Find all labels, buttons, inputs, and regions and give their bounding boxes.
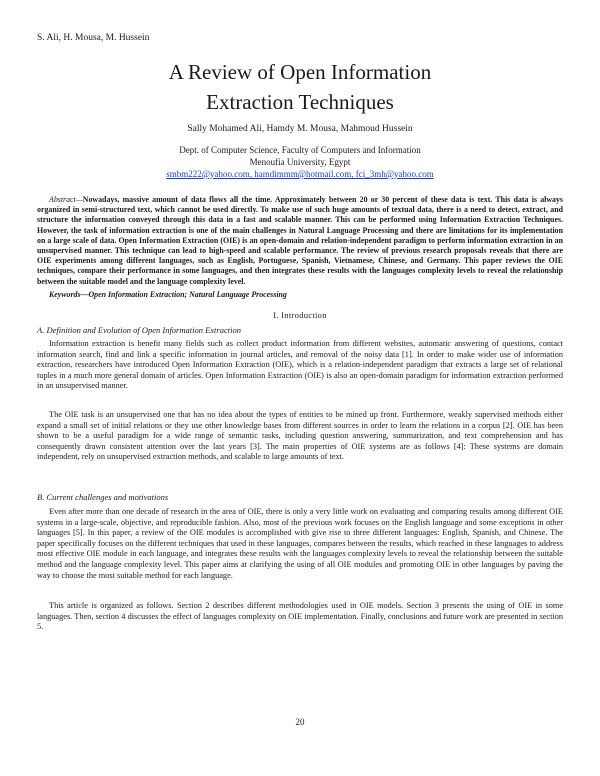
paper-title-line-1: A Review of Open Information bbox=[168, 60, 432, 84]
keywords: Keywords—Open Information Extraction; Natural Language Processing bbox=[49, 290, 287, 299]
subsection-heading-b: B. Current challenges and motivations bbox=[37, 492, 169, 502]
email-links[interactable]: smbm222@yahoo.com, hamdimmm@hotmail.com, fci_3mh@yahoo.com bbox=[166, 169, 434, 179]
section-heading-introduction: I. Introduction bbox=[273, 310, 327, 320]
abstract-text: Nowadays, massive amount of data flows all the time. Approximately between 20 or 30 percent of these data is text. This data is always organized in semi-structured text, which cannot be used directly. To make use of such huge amounts of textual data, there is a need to detect, extract, and structure the information conveyed through this data in a fast and scalable manner. This can be performed using Information Extraction Techniques. However, the task of information extraction is one of the main challenges in Natural Language Processing and there are limitations for its implementation on a large scale of data. Open Information Extraction (OIE) is an open-domain and relation-independent paradigm to perform information extraction in an unsupervised manner. This technique can lead to high-speed and scalable performance. The review of previous research proposals reveals that there are OIE experiments among different languages, such as English, Portuguese, Spanish, Vietnamese, Chinese, and Germany. This paper reviews the OIE techniques, compare their performance in some languages, and then integrates these results with the languages complexity levels to reveal the relationship between the suitable model and the language complexity level. bbox=[37, 195, 563, 286]
abstract bbox=[37, 195, 563, 287]
paragraph-4: This article is organized as follows. Section 2 describes different methodologies used in OIE models. Section 3 presents the using of OIE in some languages. Then, section 4 discusses the effect of languages complexity on OIE implementation. Finally, conclusions and future work are presented in section 5. bbox=[37, 601, 563, 632]
paragraph-1: Information extraction is benefit many fields such as collect product information from different websites, automatic answering of questions, contact information search, find and link a specific information in journal articles, and removal of the noisy data [1]. In order to make wider use of information extraction, researchers have introduced Open Information Extraction (OIE), which is a relation-independent paradigm that extracts a large set of relational tuples in a much more general domain of articles. Open Information Extraction (OIE) is also an open-domain paradigm for information extraction performed in an unsupervised manner. bbox=[37, 339, 563, 391]
paragraph-3: Even after more than one decade of research in the area of OIE, there is only a very little work on evaluating and comparing results among different OIE systems in a large-scale, objective, and reproducible fashion. Also, most of the previous work focuses on the English language and some exceptions in other languages [5]. In this paper, a review of the OIE modules is accomplished with give rise to three different languages: English, Spanish, and Chinese. The paper specifically focuses on the different techniques that used in these languages, compares between the results, which reached in these languages to address most effective OIE module in each language, and integrates these results with the languages complexity levels to reveal the relationship between the suitable method and the language complexity level. This paper aims at clarifying the using of all OIE modules and promoting OIE in other languages by paving the way to choose the most suitable method for each language. bbox=[37, 507, 563, 580]
abstract-lead: Abstract— bbox=[49, 195, 83, 204]
subsection-heading-a: A. Definition and Evolution of Open Information Extraction bbox=[37, 325, 241, 335]
author-list: Sally Mohamed Ali, Hamdy M. Mousa, Mahmoud Hussein bbox=[187, 124, 413, 134]
author-emails[interactable] bbox=[0, 169, 600, 179]
affiliation-department: Dept. of Computer Science, Faculty of Computers and Information bbox=[179, 145, 421, 155]
paragraph-2: The OIE task is an unsupervised one that has no idea about the types of entities to be mined up front. Furthermore, weakly supervised methods either expand a small set of initial relations or they use other knowledge bases from different sources in order to learn the relations in a corpus [2]. OIE has been shown to be a useful paradigm for a wide range of semantic tasks, including question answering, summarization, and text comprehension and has consequently drawn consistent attention over the last years [3]. The main properties of OIE systems are as follows [4]: These systems are domain independent, rely on unsupervised extraction methods, and scalable to large amounts of text. bbox=[37, 410, 563, 462]
paper-title-line-2: Extraction Techniques bbox=[206, 90, 394, 114]
running-header: S. Ali, H. Mousa, M. Hussein bbox=[37, 33, 150, 43]
page-number: 20 bbox=[295, 717, 305, 727]
affiliation-university: Menoufia University, Egypt bbox=[249, 157, 351, 167]
